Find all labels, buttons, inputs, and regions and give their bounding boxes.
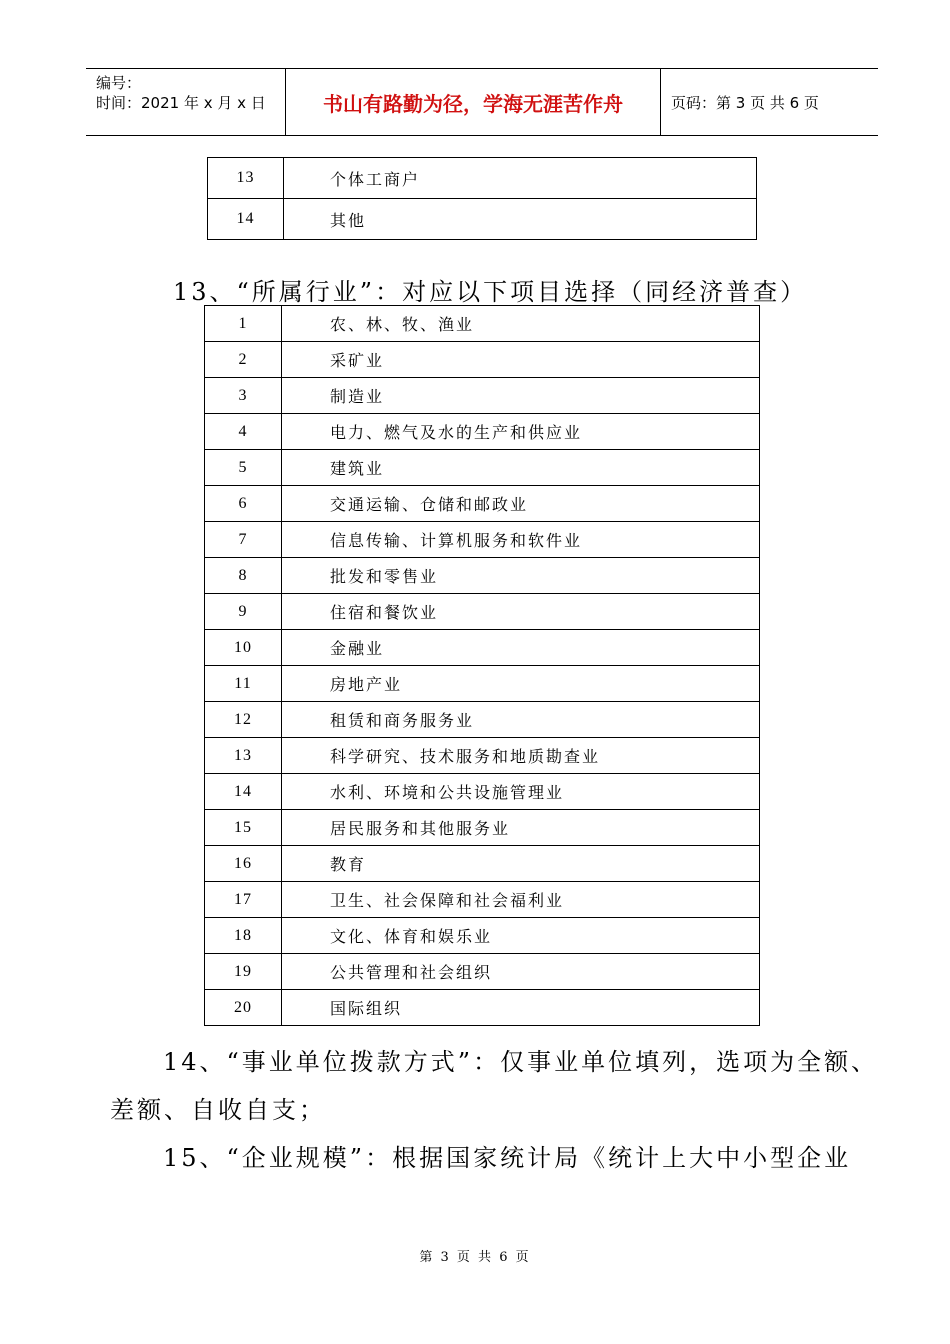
table-row xyxy=(205,738,760,774)
table-row xyxy=(205,522,760,558)
paragraph-15: 15、“企业规模”：根据国家统计局《统计上大中小型企业 xyxy=(163,1144,852,1172)
row-number: 15 xyxy=(205,810,282,846)
row-number: 2 xyxy=(205,342,282,378)
row-text: 个体工商户 xyxy=(284,158,757,199)
table-row xyxy=(205,378,760,414)
row-number: 19 xyxy=(205,954,282,990)
row-text: 采矿业 xyxy=(282,342,760,378)
row-text: 金融业 xyxy=(282,630,760,666)
time-label: 时间：2021 年 x 月 x 日 xyxy=(96,94,266,112)
row-number: 7 xyxy=(205,522,282,558)
row-text: 信息传输、计算机服务和软件业 xyxy=(282,522,760,558)
row-text: 卫生、社会保障和社会福利业 xyxy=(282,882,760,918)
row-text: 教育 xyxy=(282,846,760,882)
row-text: 批发和零售业 xyxy=(282,558,760,594)
table-row xyxy=(205,306,760,342)
page-footer: 第 3 页 共 6 页 xyxy=(419,1250,531,1265)
row-text: 房地产业 xyxy=(282,666,760,702)
header-motto: 书山有路勤为径，学海无涯苦作舟 xyxy=(286,69,661,135)
table-row xyxy=(205,810,760,846)
row-number: 11 xyxy=(205,666,282,702)
paragraph-14-line-1: 14、“事业单位拨款方式”：仅事业单位填列，选项为全额、 xyxy=(163,1048,879,1076)
table-row xyxy=(205,630,760,666)
row-number: 20 xyxy=(205,990,282,1026)
table-row xyxy=(205,918,760,954)
table-row xyxy=(205,414,760,450)
row-text: 制造业 xyxy=(282,378,760,414)
header-page-info: 页码：第 3 页 共 6 页 xyxy=(671,93,819,112)
row-text: 住宿和餐饮业 xyxy=(282,594,760,630)
row-text: 农、林、牧、渔业 xyxy=(282,306,760,342)
row-number: 1 xyxy=(205,306,282,342)
row-number: 8 xyxy=(205,558,282,594)
row-number: 13 xyxy=(205,738,282,774)
number-label: 编号： xyxy=(96,74,142,92)
row-number: 18 xyxy=(205,918,282,954)
row-text: 国际组织 xyxy=(282,990,760,1026)
industry-table xyxy=(204,305,760,1026)
table-row xyxy=(208,158,757,199)
table-row xyxy=(205,594,760,630)
table-row xyxy=(208,199,757,240)
row-text: 建筑业 xyxy=(282,450,760,486)
table-row xyxy=(205,954,760,990)
row-text: 居民服务和其他服务业 xyxy=(282,810,760,846)
table-row xyxy=(205,774,760,810)
table-row xyxy=(205,990,760,1026)
row-number: 14 xyxy=(208,199,284,240)
row-number: 12 xyxy=(205,702,282,738)
table-row xyxy=(205,342,760,378)
row-text: 交通运输、仓储和邮政业 xyxy=(282,486,760,522)
row-text: 水利、环境和公共设施管理业 xyxy=(282,774,760,810)
row-number: 9 xyxy=(205,594,282,630)
table-row xyxy=(205,846,760,882)
row-text: 公共管理和社会组织 xyxy=(282,954,760,990)
row-number: 6 xyxy=(205,486,282,522)
row-text: 电力、燃气及水的生产和供应业 xyxy=(282,414,760,450)
row-text: 其他 xyxy=(284,199,757,240)
row-text: 文化、体育和娱乐业 xyxy=(282,918,760,954)
row-text: 科学研究、技术服务和地质勘查业 xyxy=(282,738,760,774)
table-row xyxy=(205,486,760,522)
paragraph-13: 13、“所属行业”：对应以下项目选择（同经济普查） xyxy=(173,278,808,306)
row-number: 13 xyxy=(208,158,284,199)
row-number: 10 xyxy=(205,630,282,666)
table-row xyxy=(205,702,760,738)
row-number: 5 xyxy=(205,450,282,486)
row-text: 租赁和商务服务业 xyxy=(282,702,760,738)
row-number: 16 xyxy=(205,846,282,882)
table-row xyxy=(205,450,760,486)
header-meta xyxy=(86,69,286,135)
row-number: 3 xyxy=(205,378,282,414)
ownership-type-table xyxy=(207,157,757,240)
table-row xyxy=(205,882,760,918)
row-number: 14 xyxy=(205,774,282,810)
paragraph-14-line-2: 差额、自收自支； xyxy=(110,1096,326,1124)
row-number: 17 xyxy=(205,882,282,918)
page-header xyxy=(86,68,878,136)
table-row xyxy=(205,666,760,702)
row-number: 4 xyxy=(205,414,282,450)
table-row xyxy=(205,558,760,594)
